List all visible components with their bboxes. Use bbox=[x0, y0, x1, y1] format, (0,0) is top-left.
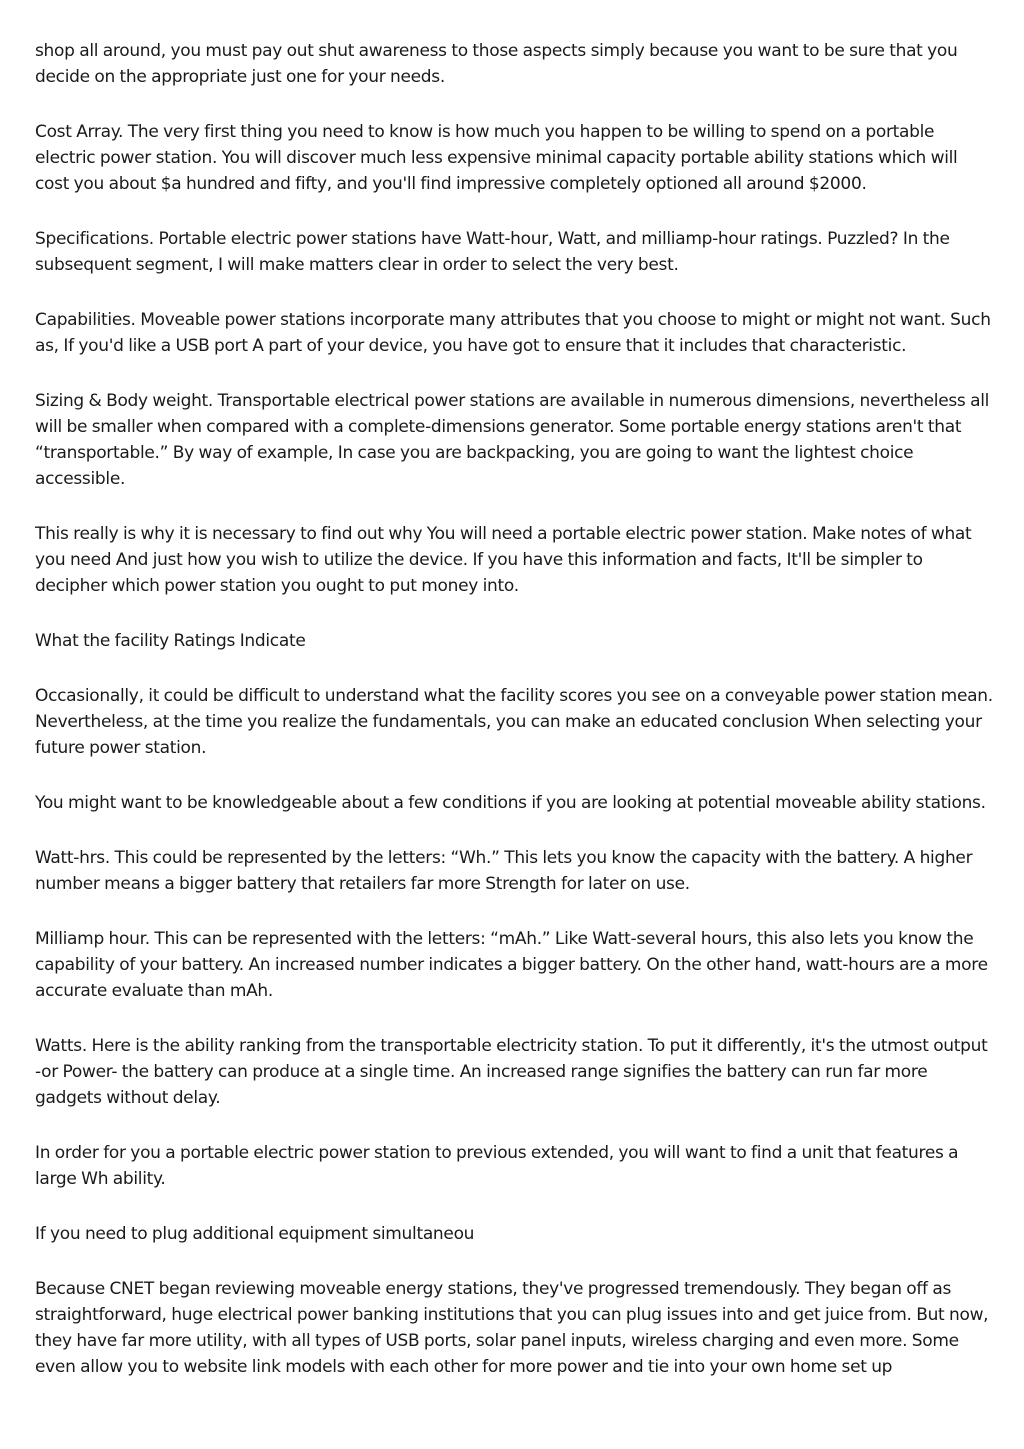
paragraph-large-wh: In order for you a portable electric power station to previous extended, you will want to find a unit that features a large Wh ability. bbox=[35, 1143, 959, 1189]
paragraph-cnet-review: Because CNET began reviewing moveable energy stations, they've progressed tremendously. They began off as straightforward, huge electrical power banking institutions that you can plug issues into and get juice from. But now, they have far more utility, with all types of USB ports, solar panel inputs, wireless charging and even more. Some even allow you to website link models with each other for more power and tie into your own home set up bbox=[35, 1279, 989, 1377]
paragraph-shop-around: shop all around, you must pay out shut awareness to those aspects simply because you want to be sure that you decide on the appropriate just one for your needs. bbox=[35, 41, 958, 87]
document-body bbox=[35, 38, 995, 1409]
paragraph-conditions: You might want to be knowledgeable about a few conditions if you are looking at potential moveable ability stations. bbox=[35, 793, 986, 813]
paragraph-ratings-intro: Occasionally, it could be difficult to understand what the facility scores you see on a conveyable power station mean. Nevertheless, at the time you realize the fundamentals, you can make an educated conclusion When selecting your future power station. bbox=[35, 686, 993, 758]
paragraph-watts: Watts. Here is the ability ranking from the transportable electricity station. To put it differently, it's the utmost output -or Power- the battery can produce at a single time. An increased range signifies the battery can run far more gadgets without delay. bbox=[35, 1036, 988, 1108]
paragraph-sizing-weight: Sizing & Body weight. Transportable electrical power stations are available in numerous dimensions, nevertheless all will be smaller when compared with a complete-dimensions generator. Some portable energy stations aren't that “transportable.” By way of example, In case you are backpacking, you are going to want the lightest choice accessible. bbox=[35, 391, 990, 489]
paragraph-plug-equipment: If you need to plug additional equipment simultaneou bbox=[35, 1224, 475, 1244]
paragraph-milliamp-hour: Milliamp hour. This can be represented with the letters: “mAh.” Like Watt-several hours, this also lets you know the capability of your battery. An increased number indicates a bigger battery. On the other hand, watt-hours are a more accurate evaluate than mAh. bbox=[35, 929, 988, 1001]
section-heading-power-ratings: What the facility Ratings Indicate bbox=[35, 631, 306, 651]
paragraph-watt-hours: Watt-hrs. This could be represented by the letters: “Wh.” This lets you know the capacity with the battery. A higher number means a bigger battery that retailers far more Strength for later on use. bbox=[35, 848, 973, 894]
paragraph-specifications: Specifications. Portable electric power stations have Watt-hour, Watt, and milliamp-hour ratings. Puzzled? In the subsequent segment, I will make matters clear in order to select the very best. bbox=[35, 229, 950, 275]
paragraph-capabilities: Capabilities. Moveable power stations incorporate many attributes that you choose to might or might not want. Such as, If you'd like a USB port A part of your device, you have got to ensure that it includes that characteristic. bbox=[35, 310, 991, 356]
paragraph-why-needed: This really is why it is necessary to find out why You will need a portable electric power station. Make notes of what you need And just how you wish to utilize the device. If you have this information and facts, It'll be simpler to decipher which power station you ought to put money into. bbox=[35, 524, 972, 596]
paragraph-cost-array: Cost Array. The very first thing you need to know is how much you happen to be willing to spend on a portable electric power station. You will discover much less expensive minimal capacity portable ability stations which will cost you about $a hundred and fifty, and you'll find impressive completely optioned all around $2000. bbox=[35, 122, 958, 194]
